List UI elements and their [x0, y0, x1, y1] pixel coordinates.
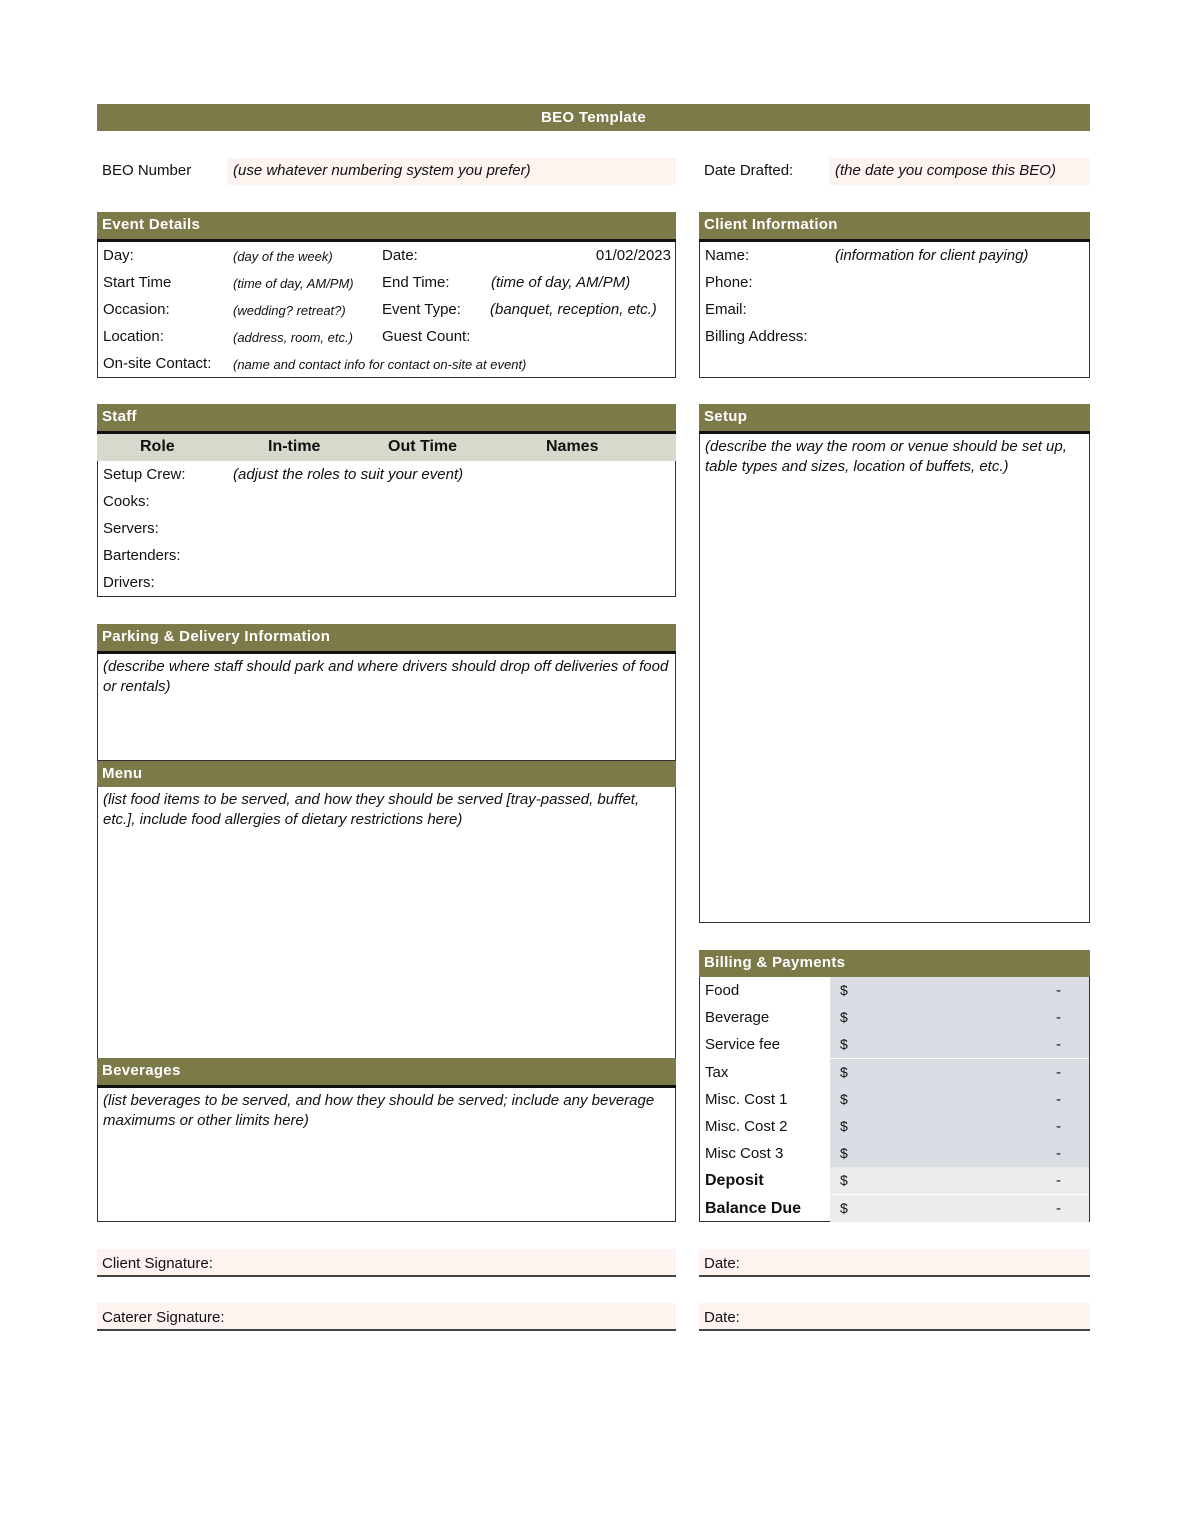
- billing-amount-field[interactable]: [830, 1004, 1089, 1031]
- staff-role: Bartenders:: [103, 547, 181, 564]
- onsite-contact-value[interactable]: (name and contact info for contact on-site at event): [233, 357, 527, 372]
- currency-symbol: $: [840, 1118, 848, 1134]
- client-name-value[interactable]: (information for client paying): [835, 247, 1029, 264]
- date-value[interactable]: 01/02/2023: [595, 247, 671, 264]
- staff-role: Cooks:: [103, 493, 150, 510]
- billing-amount-field[interactable]: [830, 1167, 1089, 1194]
- client-signature-label: Client Signature:: [102, 1255, 213, 1272]
- parking-body[interactable]: [97, 654, 676, 761]
- event-type-label: Event Type:: [382, 301, 461, 318]
- staff-body: [97, 461, 676, 597]
- billing-amount: -: [1056, 1036, 1061, 1054]
- date-label: Date:: [382, 247, 418, 264]
- currency-symbol: $: [840, 1090, 848, 1107]
- billing-row: [700, 1140, 1089, 1167]
- client-date-field[interactable]: [699, 1249, 1090, 1277]
- billing-row: [700, 977, 1089, 1004]
- end-time-label: End Time:: [382, 274, 450, 291]
- beo-number-field[interactable]: [227, 158, 676, 185]
- billing-amount-field[interactable]: [830, 1195, 1089, 1222]
- currency-symbol: $: [840, 1172, 848, 1189]
- billing-row: [700, 1167, 1089, 1194]
- location-label: Location:: [103, 328, 164, 345]
- date-drafted-field[interactable]: [829, 158, 1090, 185]
- billing-amount-field[interactable]: [830, 977, 1089, 1004]
- client-phone-label: Phone:: [705, 274, 753, 291]
- billing-amount-field[interactable]: [830, 1113, 1089, 1140]
- setup-body[interactable]: [699, 434, 1090, 923]
- staff-header: Staff: [97, 404, 676, 431]
- parking-text: (describe where staff should park and where drivers should drop off deliveries of food or rentals): [103, 658, 669, 695]
- billing-label: Beverage: [705, 1009, 770, 1027]
- event-details-header: Event Details: [97, 212, 676, 239]
- staff-role: Servers:: [103, 520, 159, 537]
- staff-role: Setup Crew:: [103, 466, 186, 483]
- billing-label: Misc Cost 3: [705, 1145, 784, 1163]
- parking-header: Parking & Delivery Information: [97, 624, 676, 651]
- beverages-header: Beverages: [97, 1058, 676, 1085]
- column-role: Role: [140, 438, 175, 455]
- end-time-value[interactable]: (time of day, AM/PM): [491, 274, 631, 291]
- billing-section: [699, 950, 1090, 979]
- staff-note: (adjust the roles to suit your event): [233, 466, 464, 483]
- beo-number-label: BEO Number: [102, 162, 192, 179]
- client-info-header: Client Information: [699, 212, 1090, 239]
- beo-number-value: (use whatever numbering system you prefer): [233, 162, 531, 179]
- client-signature-field[interactable]: [97, 1249, 676, 1277]
- date-drafted-value: (the date you compose this BEO): [835, 162, 1056, 179]
- event-details-body: [97, 242, 676, 378]
- currency-symbol: $: [840, 1145, 848, 1162]
- column-out-time: Out Time: [388, 438, 458, 455]
- location-value[interactable]: (address, room, etc.): [233, 330, 353, 345]
- onsite-contact-label: On-site Contact:: [103, 355, 212, 372]
- setup-section: [699, 404, 1090, 434]
- billing-row: [700, 1059, 1089, 1086]
- billing-row: [700, 1086, 1089, 1113]
- billing-amount-field[interactable]: [830, 1140, 1089, 1167]
- start-time-value[interactable]: (time of day, AM/PM): [233, 276, 354, 291]
- date-drafted-label: Date Drafted:: [704, 162, 794, 179]
- event-type-value[interactable]: (banquet, reception, etc.): [490, 301, 657, 318]
- billing-row: [700, 1031, 1089, 1058]
- menu-section: [97, 761, 676, 790]
- billing-row: [700, 1004, 1089, 1031]
- caterer-signature-label: Caterer Signature:: [102, 1309, 225, 1326]
- staff-section: [97, 404, 676, 461]
- billing-label: Balance Due: [705, 1199, 802, 1217]
- occasion-value[interactable]: (wedding? retreat?): [233, 303, 346, 318]
- client-email-label: Email:: [705, 301, 747, 318]
- caterer-date-field[interactable]: [699, 1303, 1090, 1331]
- staff-role: Drivers:: [103, 574, 155, 591]
- start-time-label: Start Time: [103, 274, 172, 291]
- currency-symbol: $: [840, 1036, 848, 1053]
- billing-amount: -: [1056, 1199, 1061, 1217]
- client-info-body: [699, 242, 1090, 378]
- billing-amount-field[interactable]: [830, 1031, 1089, 1058]
- billing-row: [700, 1113, 1089, 1140]
- occasion-label: Occasion:: [103, 301, 170, 318]
- column-in-time: In-time: [268, 438, 321, 455]
- client-name-label: Name:: [705, 247, 750, 264]
- billing-label: Deposit: [705, 1172, 764, 1190]
- billing-address-label: Billing Address:: [705, 328, 808, 345]
- client-info-section: [699, 212, 1090, 242]
- billing-amount-field[interactable]: [830, 1059, 1089, 1086]
- menu-header: Menu: [97, 761, 676, 788]
- billing-label: Misc. Cost 2: [705, 1118, 788, 1135]
- parking-section: [97, 624, 676, 654]
- billing-label: Food: [705, 982, 740, 999]
- menu-body[interactable]: [97, 787, 676, 1059]
- currency-symbol: $: [840, 982, 848, 998]
- billing-amount: -: [1056, 1009, 1061, 1027]
- beverages-body[interactable]: [97, 1088, 676, 1222]
- billing-amount: -: [1056, 982, 1061, 999]
- billing-amount: -: [1056, 1090, 1061, 1108]
- currency-symbol: $: [840, 1199, 848, 1216]
- day-value[interactable]: (day of the week): [233, 249, 333, 264]
- setup-text: (describe the way the room or venue should be set up, table types and sizes, location of buffets, etc.): [705, 438, 1067, 475]
- billing-label: Tax: [705, 1063, 729, 1081]
- menu-text: (list food items to be served, and how they should be served [tray-passed, buffet, etc.], include food allergies of dietary restrictions here): [103, 791, 640, 828]
- billing-header: Billing & Payments: [699, 950, 1090, 977]
- currency-symbol: $: [840, 1009, 848, 1026]
- caterer-date-label: Date:: [704, 1309, 740, 1326]
- day-label: Day:: [103, 247, 134, 264]
- billing-label: Service fee: [705, 1036, 781, 1054]
- billing-body: [699, 977, 1090, 1222]
- billing-label: Misc. Cost 1: [705, 1090, 788, 1108]
- beverages-section: [97, 1058, 676, 1088]
- column-names: Names: [546, 438, 599, 455]
- caterer-signature-field[interactable]: [97, 1303, 676, 1331]
- billing-amount: -: [1056, 1172, 1061, 1190]
- billing-row: [700, 1195, 1089, 1222]
- event-details-section: [97, 212, 676, 242]
- billing-amount: -: [1056, 1118, 1061, 1135]
- guest-count-label: Guest Count:: [382, 328, 471, 345]
- beverages-text: (list beverages to be served, and how they should be served; include any beverage maximums or other limits here): [103, 1092, 655, 1129]
- client-date-label: Date:: [704, 1255, 740, 1272]
- document-title: BEO Template: [97, 104, 1090, 131]
- staff-column-headers: [97, 434, 676, 461]
- billing-amount: -: [1056, 1145, 1061, 1163]
- billing-amount-field[interactable]: [830, 1086, 1089, 1113]
- setup-header: Setup: [699, 404, 1090, 431]
- currency-symbol: $: [840, 1063, 848, 1080]
- billing-amount: -: [1056, 1063, 1061, 1081]
